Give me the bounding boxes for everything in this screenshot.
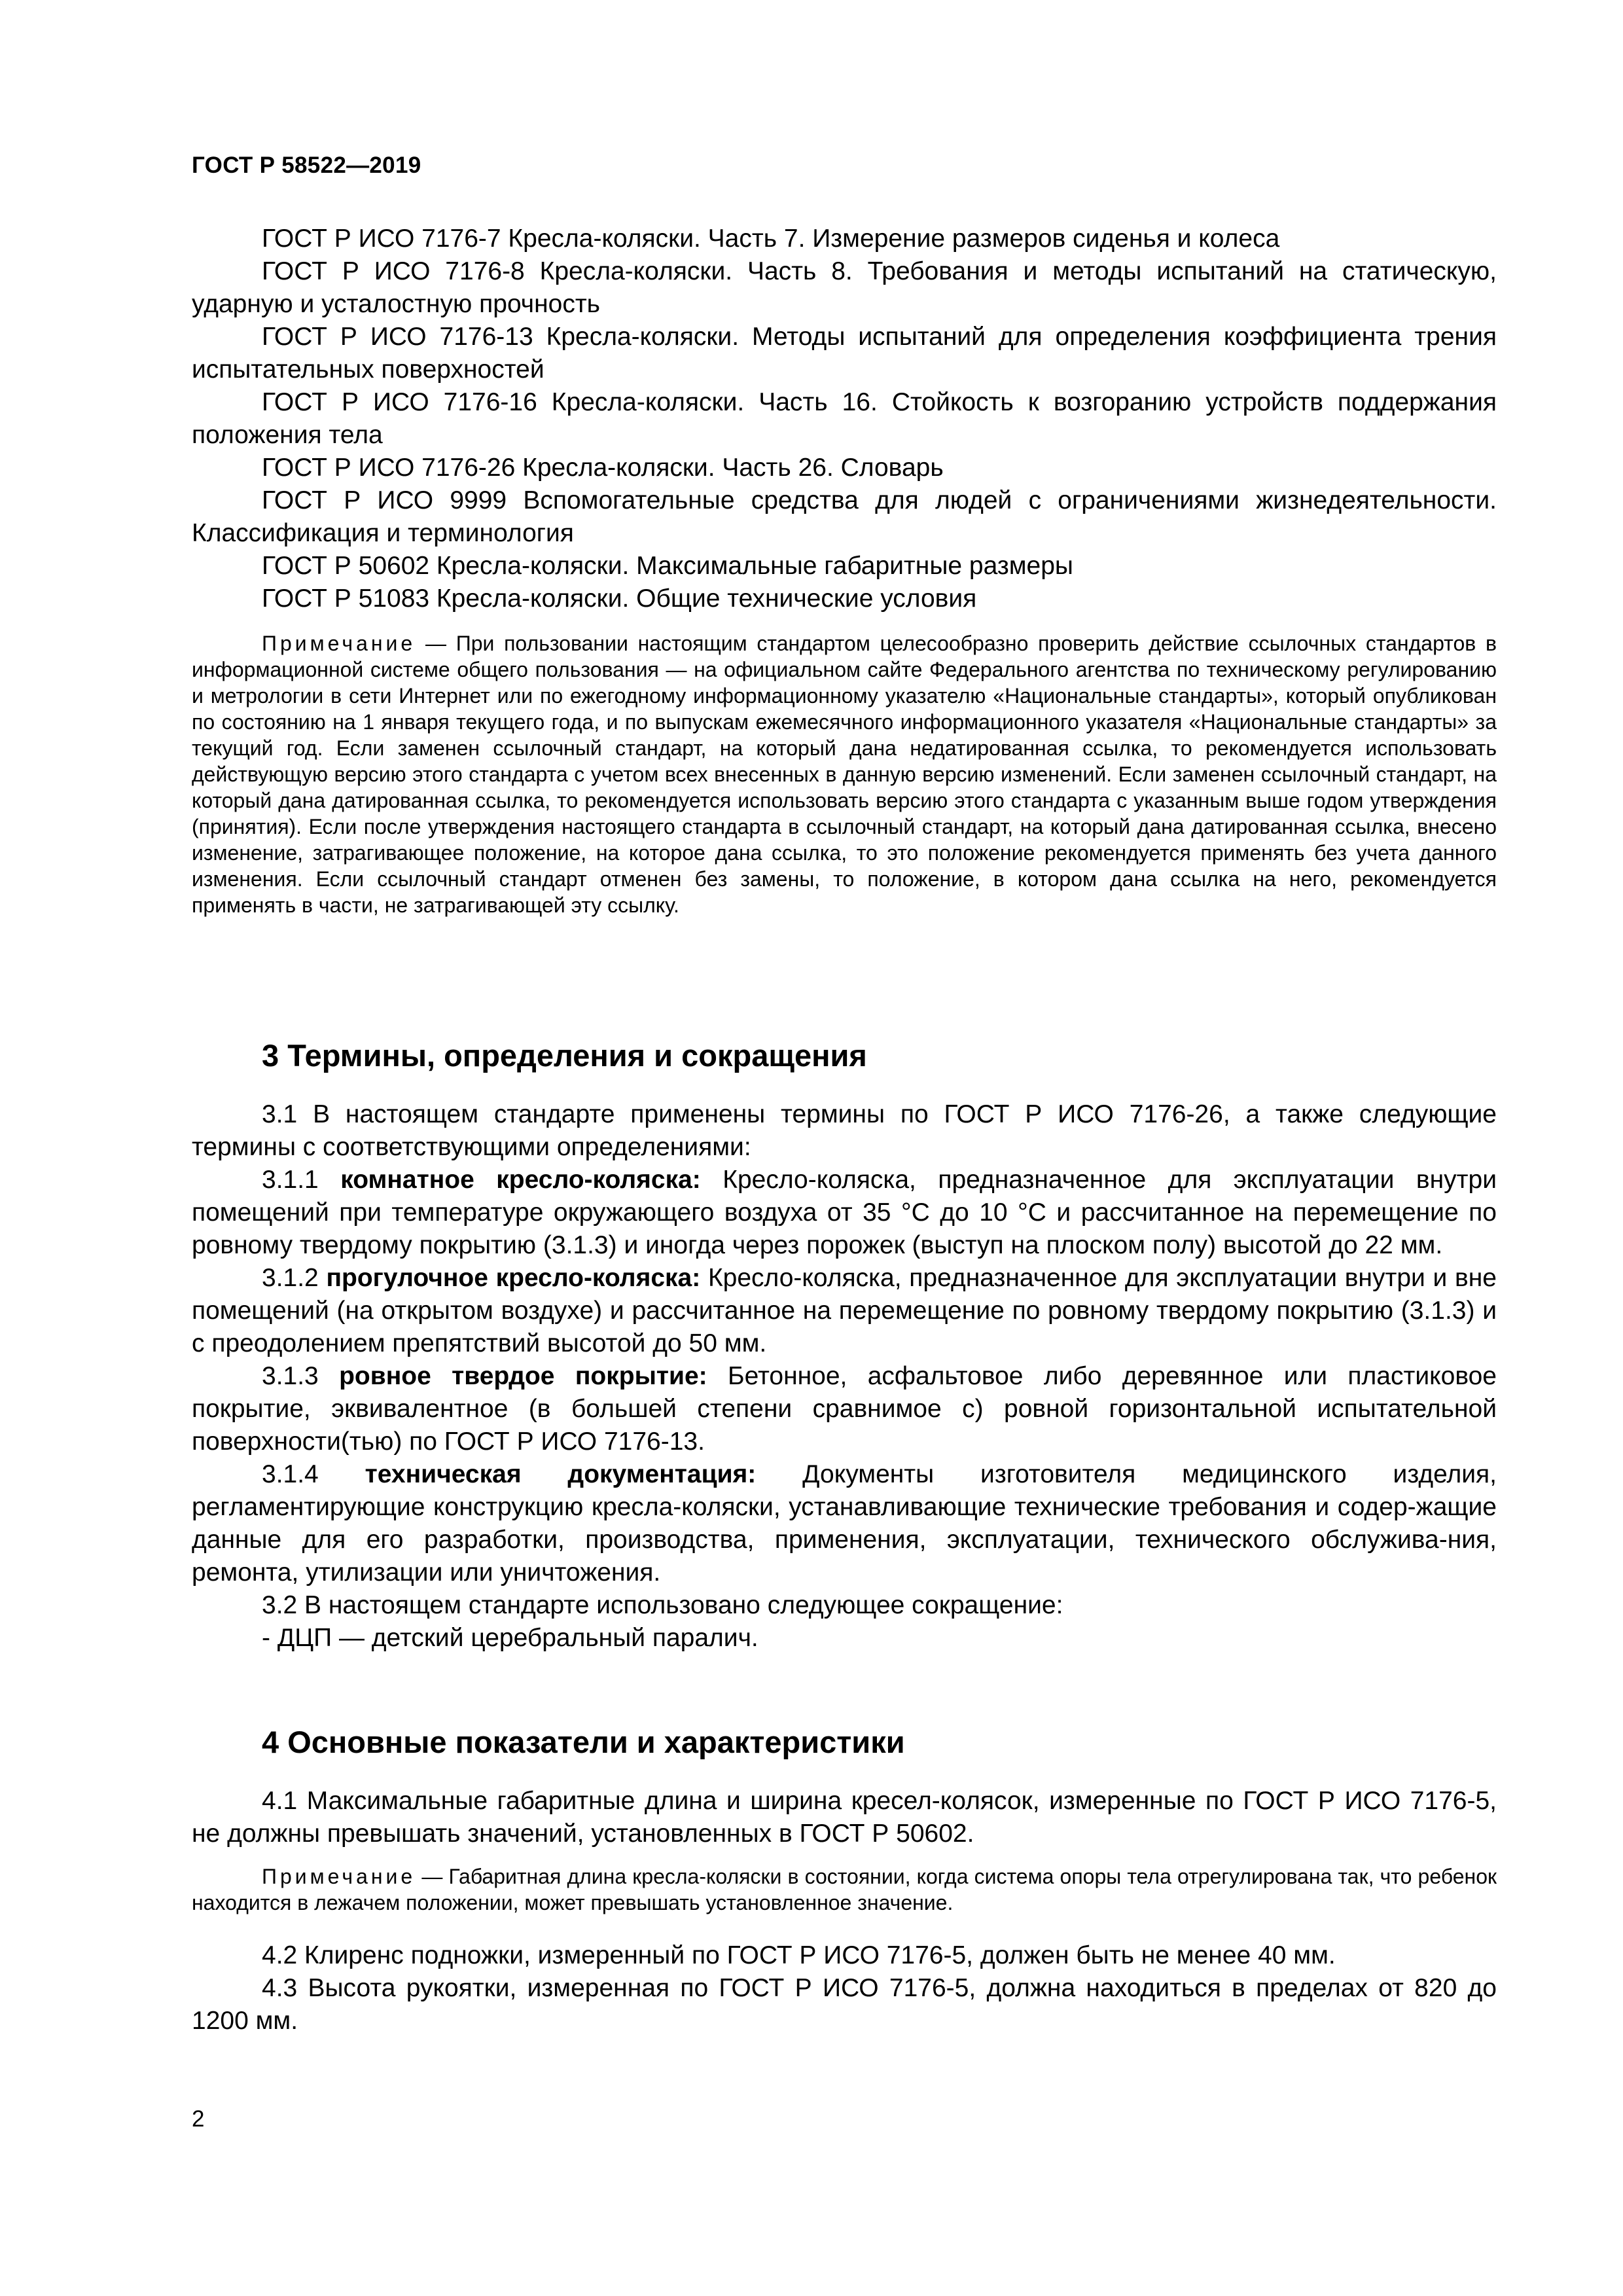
clause-4-3: 4.3 Высота рукоятки, измеренная по ГОСТ Р ИСО 7176-5, должна находиться в пределах от 820 до 1200 мм. (192, 1974, 1497, 2035)
term-name: техническая документация: (365, 1460, 757, 1488)
note-text: — Габаритная длина кресла-коляски в состоянии, когда система опоры тела отрегулирована так, что ребенок находится в лежачем положении, может превышать установленное значение. (192, 1865, 1497, 1914)
reference-item: ГОСТ Р ИСО 7176-7 Кресла-коляски. Часть 7. Измерение размеров сиденья и колеса (262, 224, 1280, 253)
note-label: Примечание (262, 632, 416, 655)
clause-3-1: 3.1 В настоящем стандарте применены термины по ГОСТ Р ИСО 7176-26, а также следующие термины с соответствующими определениями: (192, 1100, 1497, 1161)
note-4-1 (192, 1863, 1497, 1916)
section-4-body-a (192, 1785, 1497, 1850)
term-name: прогулочное кресло-коляска: (326, 1264, 701, 1292)
section-4-title: 4 Основные показатели и характеристики (262, 1725, 905, 1759)
reference-item: ГОСТ Р 51083 Кресла-коляски. Общие технические условия (262, 584, 977, 613)
term-3-1-2: 3.1.2 прогулочное кресло-коляска: Кресло-коляска, предназначенное для эксплуатации внутри и вне помещений (на открытом воздухе) и рассчитанное на перемещение по ровному твердому покрытию (3.1.3) и с преодолением препятствий высотой до 50 мм. (192, 1264, 1497, 1357)
section-3-heading-wrap (192, 1036, 1497, 1075)
reference-item: ГОСТ Р ИСО 9999 Вспомогательные средства для людей с ограничениями жизнедеятельности. Классификация и терминология (192, 486, 1497, 547)
section-3-body (192, 1098, 1497, 1655)
reference-item: ГОСТ Р 50602 Кресла-коляски. Максимальные габаритные размеры (262, 552, 1073, 580)
term-name: ровное твердое покрытие: (339, 1362, 707, 1390)
page-number: 2 (192, 2106, 205, 2132)
section-4-body-b (192, 1939, 1497, 2037)
clause-3-2: 3.2 В настоящем стандарте использовано следующее сокращение: (262, 1591, 1063, 1619)
abbreviation-item: - ДЦП — детский церебральный паралич. (262, 1624, 758, 1652)
section-4-heading-wrap (192, 1723, 1497, 1762)
normative-references (192, 223, 1497, 615)
term-3-1-3: 3.1.3 ровное твердое покрытие: Бетонное, асфальтовое либо деревянное или пластиковое покрытие, эквивалентное (в большей степени сравнимое с) ровной горизонтальной испытательной поверхности(тью) по ГОСТ Р ИСО 7176-13. (192, 1362, 1497, 1456)
note-text: — При пользовании настоящим стандартом целесообразно проверить действие ссылочных стандартов в информационной системе общего пользования — на официальном сайте Федерального агентства по техническому регулированию и метрологии в сети Интернет или по ежегодному информационному указателю «Национальные стандарты», который опубликован по состоянию на 1 января текущего года, и по выпускам ежемесячного информационного указателя «Национальные стандарты» за текущий год. Если заменен ссылочный стандарт, на который дана недатированная ссылка, то рекомендуется использовать действующую версию этого стандарта с учетом всех внесенных в данную версию изменений. Если заменен ссылочный стандарт, на который дана датированная ссылка, то рекомендуется использовать версию этого стандарта с указанным выше годом утверждения (принятия). Если после утверждения настоящего стандарта в ссылочный стандарт, на который дана датированная ссылка, внесено изменение, затрагивающее положение, на которое дана ссылка, то это положение рекомендуется применять без учета данного изменения. Если ссылочный стандарт отменен без замены, то положение, в котором дана ссылка на него, рекомендуется применять в части, не затрагивающей эту ссылку. (192, 632, 1497, 917)
reference-item: ГОСТ Р ИСО 7176-26 Кресла-коляски. Часть 26. Словарь (262, 454, 944, 482)
term-name: комнатное кресло-коляска: (340, 1166, 701, 1194)
reference-item: ГОСТ Р ИСО 7176-16 Кресла-коляски. Часть 16. Стойкость к возгоранию устройств поддержания положения тела (192, 388, 1497, 449)
clause-4-2: 4.2 Клиренс подножки, измеренный по ГОСТ Р ИСО 7176-5, должен быть не менее 40 мм. (262, 1941, 1336, 1969)
reference-item: ГОСТ Р ИСО 7176-8 Кресла-коляски. Часть 8. Требования и методы испытаний на статическую, ударную и усталостную прочность (192, 257, 1497, 318)
note-label: Примечание (262, 1865, 416, 1888)
section-3-title: 3 Термины, определения и сокращения (262, 1038, 867, 1073)
term-3-1-1: 3.1.1 комнатное кресло-коляска: Кресло-коляска, предназначенное для эксплуатации внутри помещений при температуре окружающего воздуха от 35 °С до 10 °С и рассчитанное на перемещение по ровному твердому покрытию (3.1.3) и иногда через порожек (выступ на плоском полу) высотой до 22 мм. (192, 1166, 1497, 1259)
term-3-1-4: 3.1.4 техническая документация: Документы изготовителя медицинского изделия, регламентирующие конструкцию кресла-коляски, устанавливающие технические требования и содер-жащие данные для его разработки, производства, применения, эксплуатации, технического обслужива-ния, ремонта, утилизации или уничтожения. (192, 1460, 1497, 1587)
document-header: ГОСТ Р 58522—2019 (192, 152, 421, 178)
reference-item: ГОСТ Р ИСО 7176-13 Кресла-коляски. Методы испытаний для определения коэффициента трения испытательных поверхностей (192, 323, 1497, 384)
clause-4-1: 4.1 Максимальные габаритные длина и ширина кресел-колясок, измеренные по ГОСТ Р ИСО 7176-5, не должны превышать значений, установленных в ГОСТ Р 50602. (192, 1787, 1497, 1848)
note-references (192, 630, 1497, 918)
